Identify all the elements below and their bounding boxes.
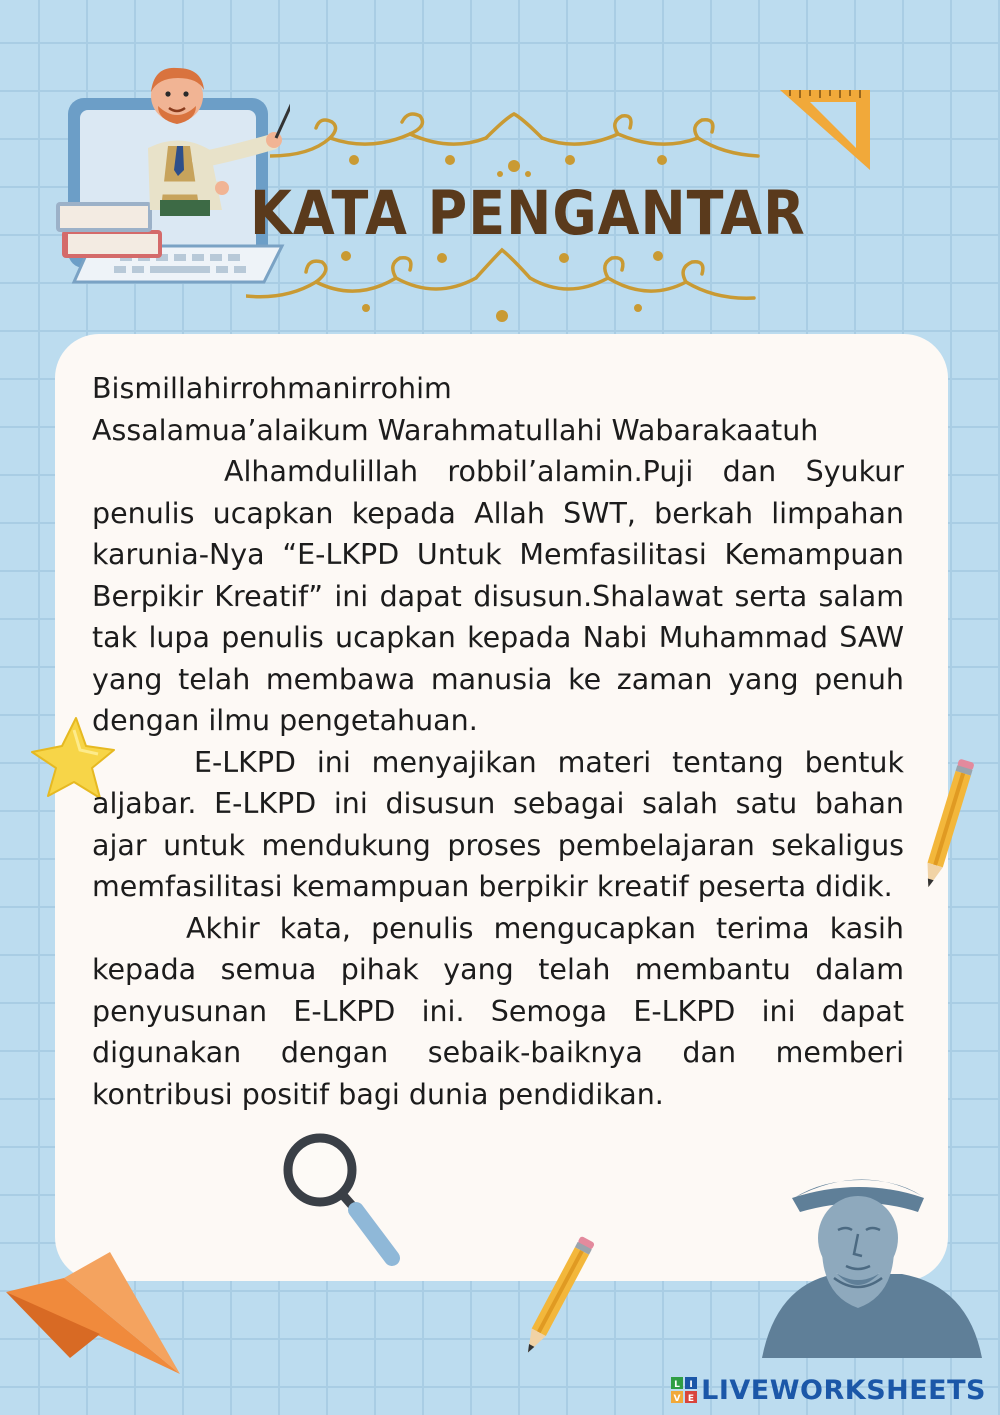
svg-text:E: E bbox=[688, 1394, 695, 1403]
paragraph-closing: Akhir kata, penulis mengucapkan terima kasih kepada semua pihak yang telah membantu dalam penyusunan E-LKPD ini. Semoga E-LKPD ini dapat digunakan dengan sebaik-baiknya dan memberi kontribusi positif bagi dunia pendidikan. bbox=[92, 911, 904, 1111]
svg-text:I: I bbox=[689, 1380, 693, 1390]
body-text bbox=[92, 368, 904, 1115]
paper-plane-icon bbox=[0, 1248, 190, 1378]
paragraph-content: E-LKPD ini menyajikan materi tentang bentuk aljabar. E-LKPD ini disusun sebagai salah satu bahan ajar untuk mendukung proses pembelajaran sekaligus memfasilitasi kemampuan berpikir kreatif peserta didik. bbox=[92, 745, 904, 903]
liveworksheets-logo-icon bbox=[671, 1377, 697, 1403]
ornament-flourish bbox=[270, 108, 760, 188]
triangle-ruler-icon bbox=[778, 88, 874, 172]
pencil-icon bbox=[508, 1228, 608, 1364]
liveworksheets-brand bbox=[671, 1375, 986, 1405]
paragraph-opening: Alhamdulillah robbil’alamin.Puji dan Syukur penulis ucapkan kepada Allah SWT, berkah limpahan karunia-Nya “E-LKPD Untuk Memfasilitasi Kemampuan Berpikir Kreatif” ini dapat disusun.Shalawat serta salam tak lupa penulis ucapkan kepada Nabi Muhammad SAW yang telah membawa manusia ke zaman yang penuh dengan ilmu pengetahuan. bbox=[92, 455, 904, 737]
pencil-icon bbox=[918, 752, 978, 894]
svg-text:V: V bbox=[673, 1394, 681, 1403]
paragraph-basmalah: Bismillahirrohmanirrohim bbox=[92, 372, 452, 405]
paragraph-salam: Assalamua’alaikum Warahmatullahi Wabarakaatuh bbox=[92, 413, 819, 447]
ornament-flourish bbox=[246, 238, 756, 330]
magnifier-icon bbox=[276, 1128, 406, 1270]
page-title: KATA PENGANTAR bbox=[250, 178, 806, 249]
scholar-portrait bbox=[742, 1168, 992, 1358]
svg-text:L: L bbox=[674, 1380, 681, 1390]
brand-text[interactable]: LIVEWORKSHEETS bbox=[701, 1374, 986, 1406]
